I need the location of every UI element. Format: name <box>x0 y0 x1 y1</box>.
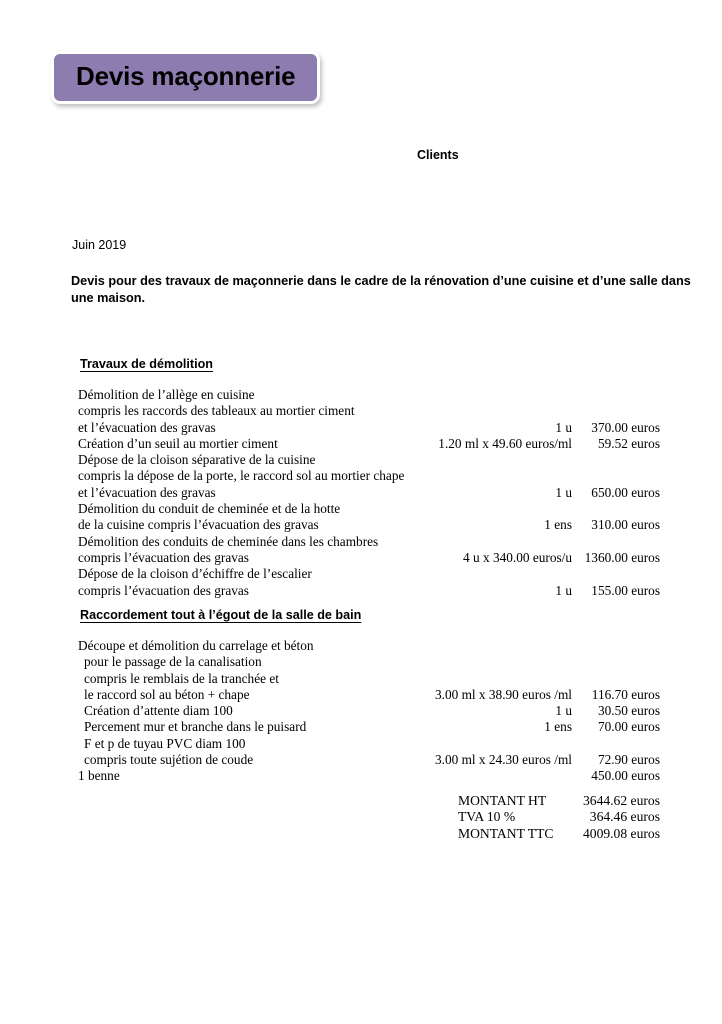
line-item-description: Démolition du conduit de cheminée et de la hotte <box>78 501 341 517</box>
line-item-price: 1360.00 euros <box>584 549 660 565</box>
line-item-price: 155.00 euros <box>591 582 660 598</box>
line-item-row <box>0 654 722 670</box>
line-item-description: Découpe et démolition du carrelage et béton <box>78 638 314 653</box>
line-item-description: compris la dépose de la porte, le raccord sol au mortier chape <box>78 468 405 484</box>
title-badge-wrapper <box>51 51 320 104</box>
total-label: MONTANT TTC <box>458 825 554 841</box>
line-item-description: pour le passage de la canalisation <box>84 654 262 670</box>
total-row <box>0 793 722 809</box>
line-item-description: compris l’évacuation des gravas <box>78 582 249 598</box>
line-item-row <box>0 719 722 735</box>
line-item-description: compris l’évacuation des gravas <box>78 549 249 565</box>
line-item-row <box>0 638 722 654</box>
line-item-row <box>0 566 722 582</box>
document-title: Devis maçonnerie <box>51 51 320 104</box>
total-value: 3644.62 euros <box>582 793 660 808</box>
line-item-row <box>0 403 722 419</box>
line-item-row <box>0 736 722 752</box>
line-item-description: Création d’un seuil au mortier ciment <box>78 435 278 451</box>
line-item-row <box>0 752 722 768</box>
line-item-description: compris le remblais de la tranchée et <box>84 670 279 686</box>
line-item-quantity: 3.00 ml x 38.90 euros /ml <box>434 686 572 702</box>
document-intro-paragraph: Devis pour des travaux de maçonnerie dans le cadre de la rénovation d’une cuisine et d’une salle dans une maison. <box>71 274 691 305</box>
line-item-description: 1 benne <box>78 768 120 784</box>
line-item-quantity: 1 ens <box>544 719 572 735</box>
line-item-quantity: 1 u <box>555 484 572 500</box>
line-item-description: et l’évacuation des gravas <box>78 484 216 500</box>
section-heading-row <box>0 355 722 373</box>
line-item-row <box>0 387 722 403</box>
line-item-row <box>0 768 722 784</box>
line-item-description: compris les raccords des tableaux au mortier ciment <box>78 403 355 419</box>
section-heading-raccordement: Raccordement tout à l’égout de la salle de bain <box>80 608 362 622</box>
line-item-quantity: 1 ens <box>544 517 572 533</box>
line-item-row <box>0 501 722 517</box>
line-item-price: 116.70 euros <box>591 686 660 702</box>
line-item-quantity: 1 u <box>555 419 572 435</box>
line-item-price: 72.90 euros <box>597 752 660 768</box>
line-item-description: Dépose de la cloison d’échiffre de l’escalier <box>78 566 312 582</box>
line-item-row <box>0 534 722 550</box>
line-item-list <box>0 638 722 785</box>
line-item-description: F et p de tuyau PVC diam 100 <box>84 735 246 751</box>
total-row <box>0 826 722 842</box>
line-item-description: de la cuisine compris l’évacuation des gravas <box>78 517 319 533</box>
line-item-description: Démolition des conduits de cheminée dans les chambres <box>78 533 379 549</box>
total-label: TVA 10 % <box>458 809 516 825</box>
total-value: 4009.08 euros <box>582 825 660 841</box>
line-item-price: 70.00 euros <box>597 719 660 735</box>
line-item-price: 310.00 euros <box>591 517 660 533</box>
total-value: 364.46 euros <box>589 809 660 825</box>
line-item-price: 370.00 euros <box>591 419 660 435</box>
line-item-row <box>0 550 722 566</box>
document-date: Juin 2019 <box>72 238 127 252</box>
line-item-price: 59.52 euros <box>597 435 660 451</box>
total-row <box>0 809 722 825</box>
line-item-quantity: 1 u <box>555 703 572 719</box>
line-item-row <box>0 420 722 436</box>
line-item-row <box>0 671 722 687</box>
section-heading-demolition: Travaux de démolition <box>80 357 213 371</box>
line-item-row <box>0 517 722 533</box>
line-item-quantity: 3.00 ml x 24.30 euros /ml <box>434 752 572 768</box>
line-item-row <box>0 485 722 501</box>
line-item-description: compris toute sujétion de coude <box>84 752 254 768</box>
section-heading-row <box>0 606 722 624</box>
line-item-quantity: 1 u <box>555 582 572 598</box>
line-item-row <box>0 583 722 599</box>
line-item-row <box>0 703 722 719</box>
line-item-description: Démolition de l’allège en cuisine <box>78 387 255 402</box>
totals-block <box>0 793 722 842</box>
recipient-label: Clients <box>417 148 459 162</box>
line-item-row <box>0 436 722 452</box>
line-item-price: 450.00 euros <box>591 768 660 784</box>
line-item-price: 30.50 euros <box>597 703 660 719</box>
line-item-row <box>0 468 722 484</box>
line-item-description: Création d’attente diam 100 <box>84 703 233 719</box>
line-item-row <box>0 452 722 468</box>
line-item-list <box>0 387 722 599</box>
line-item-description: Percement mur et branche dans le puisard <box>84 719 307 735</box>
line-item-description: le raccord sol au béton + chape <box>84 686 250 702</box>
line-item-quantity: 1.20 ml x 49.60 euros/ml <box>438 435 572 451</box>
line-item-quantity: 4 u x 340.00 euros/u <box>463 549 572 565</box>
section-travaux-de-demolition <box>0 355 722 599</box>
total-label: MONTANT HT <box>458 793 547 808</box>
line-item-row <box>0 687 722 703</box>
line-item-description: Dépose de la cloison séparative de la cuisine <box>78 452 316 468</box>
line-item-description: et l’évacuation des gravas <box>78 419 216 435</box>
section-raccordement-egout <box>0 606 722 785</box>
line-item-price: 650.00 euros <box>591 484 660 500</box>
